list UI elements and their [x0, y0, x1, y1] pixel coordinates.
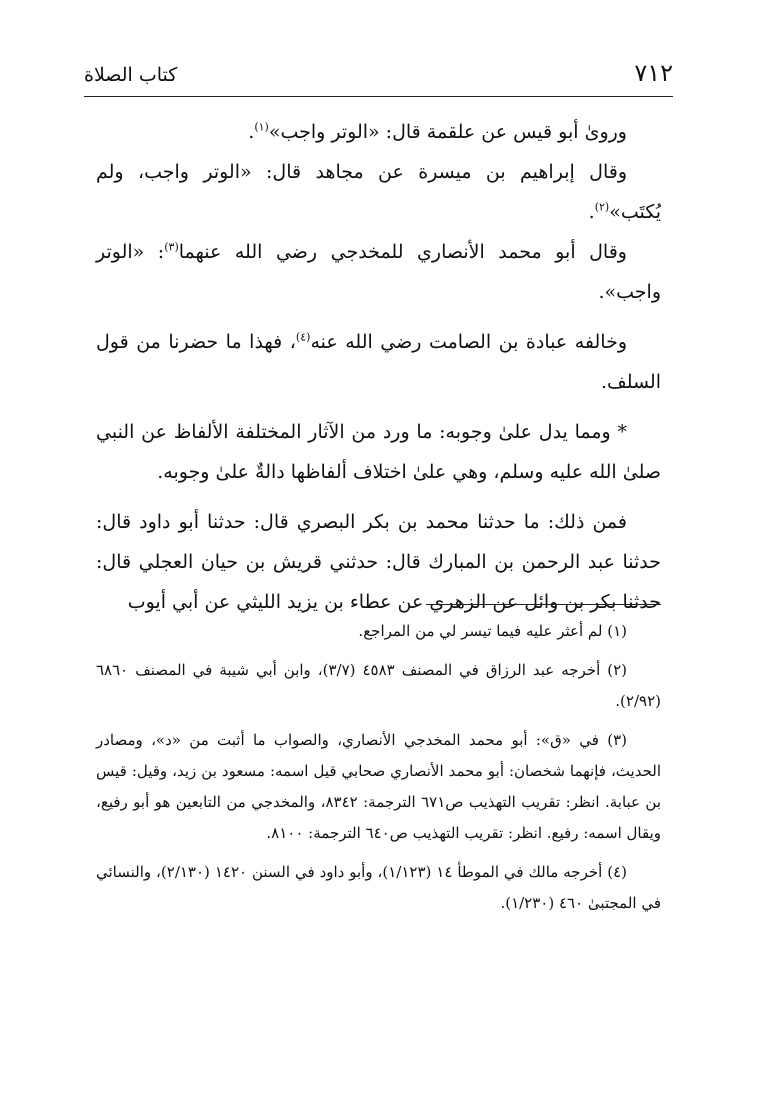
paragraph-1	[96, 112, 661, 152]
footnote-divider	[426, 604, 661, 605]
paragraph-2-end: .	[588, 201, 595, 223]
footnote-1: (١) لم أعثر عليه فيما تيسر لي من المراجع.	[358, 622, 627, 640]
page-header	[84, 58, 673, 92]
running-title: كتاب الصلاة	[84, 64, 178, 86]
paragraph-2-text: وقال إبراهيم بن ميسرة عن مجاهد قال: «الوتر واجب، ولم يُكتَب»	[96, 161, 661, 223]
footnote-ref-3: (٣)	[164, 240, 179, 254]
footnote-ref-2: (٢)	[594, 200, 610, 214]
footnote-2: (٢) أخرجه عبد الرزاق في المصنف ٤٥٨٣ (٣/٧)، وابن أبي شيبة في المصنف ٦٨٦٠ (٢/٩٢).	[96, 661, 661, 710]
header-divider	[84, 96, 673, 97]
paragraph-3-text: وقال أبو محمد الأنصاري للمخدجي رضي الله عنهما	[178, 241, 627, 263]
footnote-ref-4: (٤)	[295, 330, 311, 344]
footnote-3: (٣) في «ق»: أبو محمد المخدجي الأنصاري، والصواب ما أثبت من «د»، ومصادر الحديث، فإنهما شخصان: أبو محمد الأنصاري صحابي قيل اسمه: مسعود بن زيد، وقيل: قيس بن عبابة. انظر: تقريب التهذيب ص٦٧١ الترجمة: ٨٣٤٢، والمخدجي من التابعين هو أبو رفيع، ويقال اسمه: رفيع. انظر: تقريب التهذيب ص٦٤٠ الترجمة: ٨١٠٠.	[96, 731, 661, 842]
paragraph-5: * ومما يدل علىٰ وجوبه: ما ورد من الآثار المختلفة الألفاظ عن النبي صلىٰ الله عليه وسلم، وهي علىٰ اختلاف ألفاظها دالةٌ علىٰ وجوبه.	[96, 421, 661, 483]
paragraph-1-text: وروىٰ أبو قيس عن علقمة قال: «الوتر واجب»	[268, 121, 627, 143]
paragraph-4	[96, 322, 661, 402]
paragraph-2	[96, 152, 661, 232]
paragraph-4-text: وخالفه عبادة بن الصامت رضي الله عنه	[310, 331, 627, 353]
footnote-4: (٤) أخرجه مالك في الموطأ ١٤ (١/١٢٣)، وأبو داود في السنن ١٤٢٠ (٢/١٣٠)، والنسائي في المجتبىٰ ٤٦٠ (١/٢٣٠).	[96, 863, 661, 912]
paragraph-4-end: ، فهذا ما حضرنا من قول السلف.	[96, 331, 661, 393]
paragraph-1-end: .	[248, 121, 255, 143]
footnotes	[96, 616, 661, 927]
page-number: ٧١٢	[634, 59, 673, 87]
paragraph-3-end: : «الوتر واجب».	[96, 241, 661, 303]
footnote-ref-1: (١)	[254, 120, 269, 134]
paragraph-3	[96, 232, 661, 312]
paragraph-6: فمن ذلك: ما حدثنا محمد بن بكر البصري قال: حدثنا أبو داود قال: حدثنا عبد الرحمن بن المبارك قال: حدثني قريش بن حيان العجلي قال: حدثنا بكر بن وائل عن الزهري عن عطاء بن يزيد الليثي عن أبي أيوب	[96, 511, 661, 613]
main-text	[96, 112, 661, 632]
